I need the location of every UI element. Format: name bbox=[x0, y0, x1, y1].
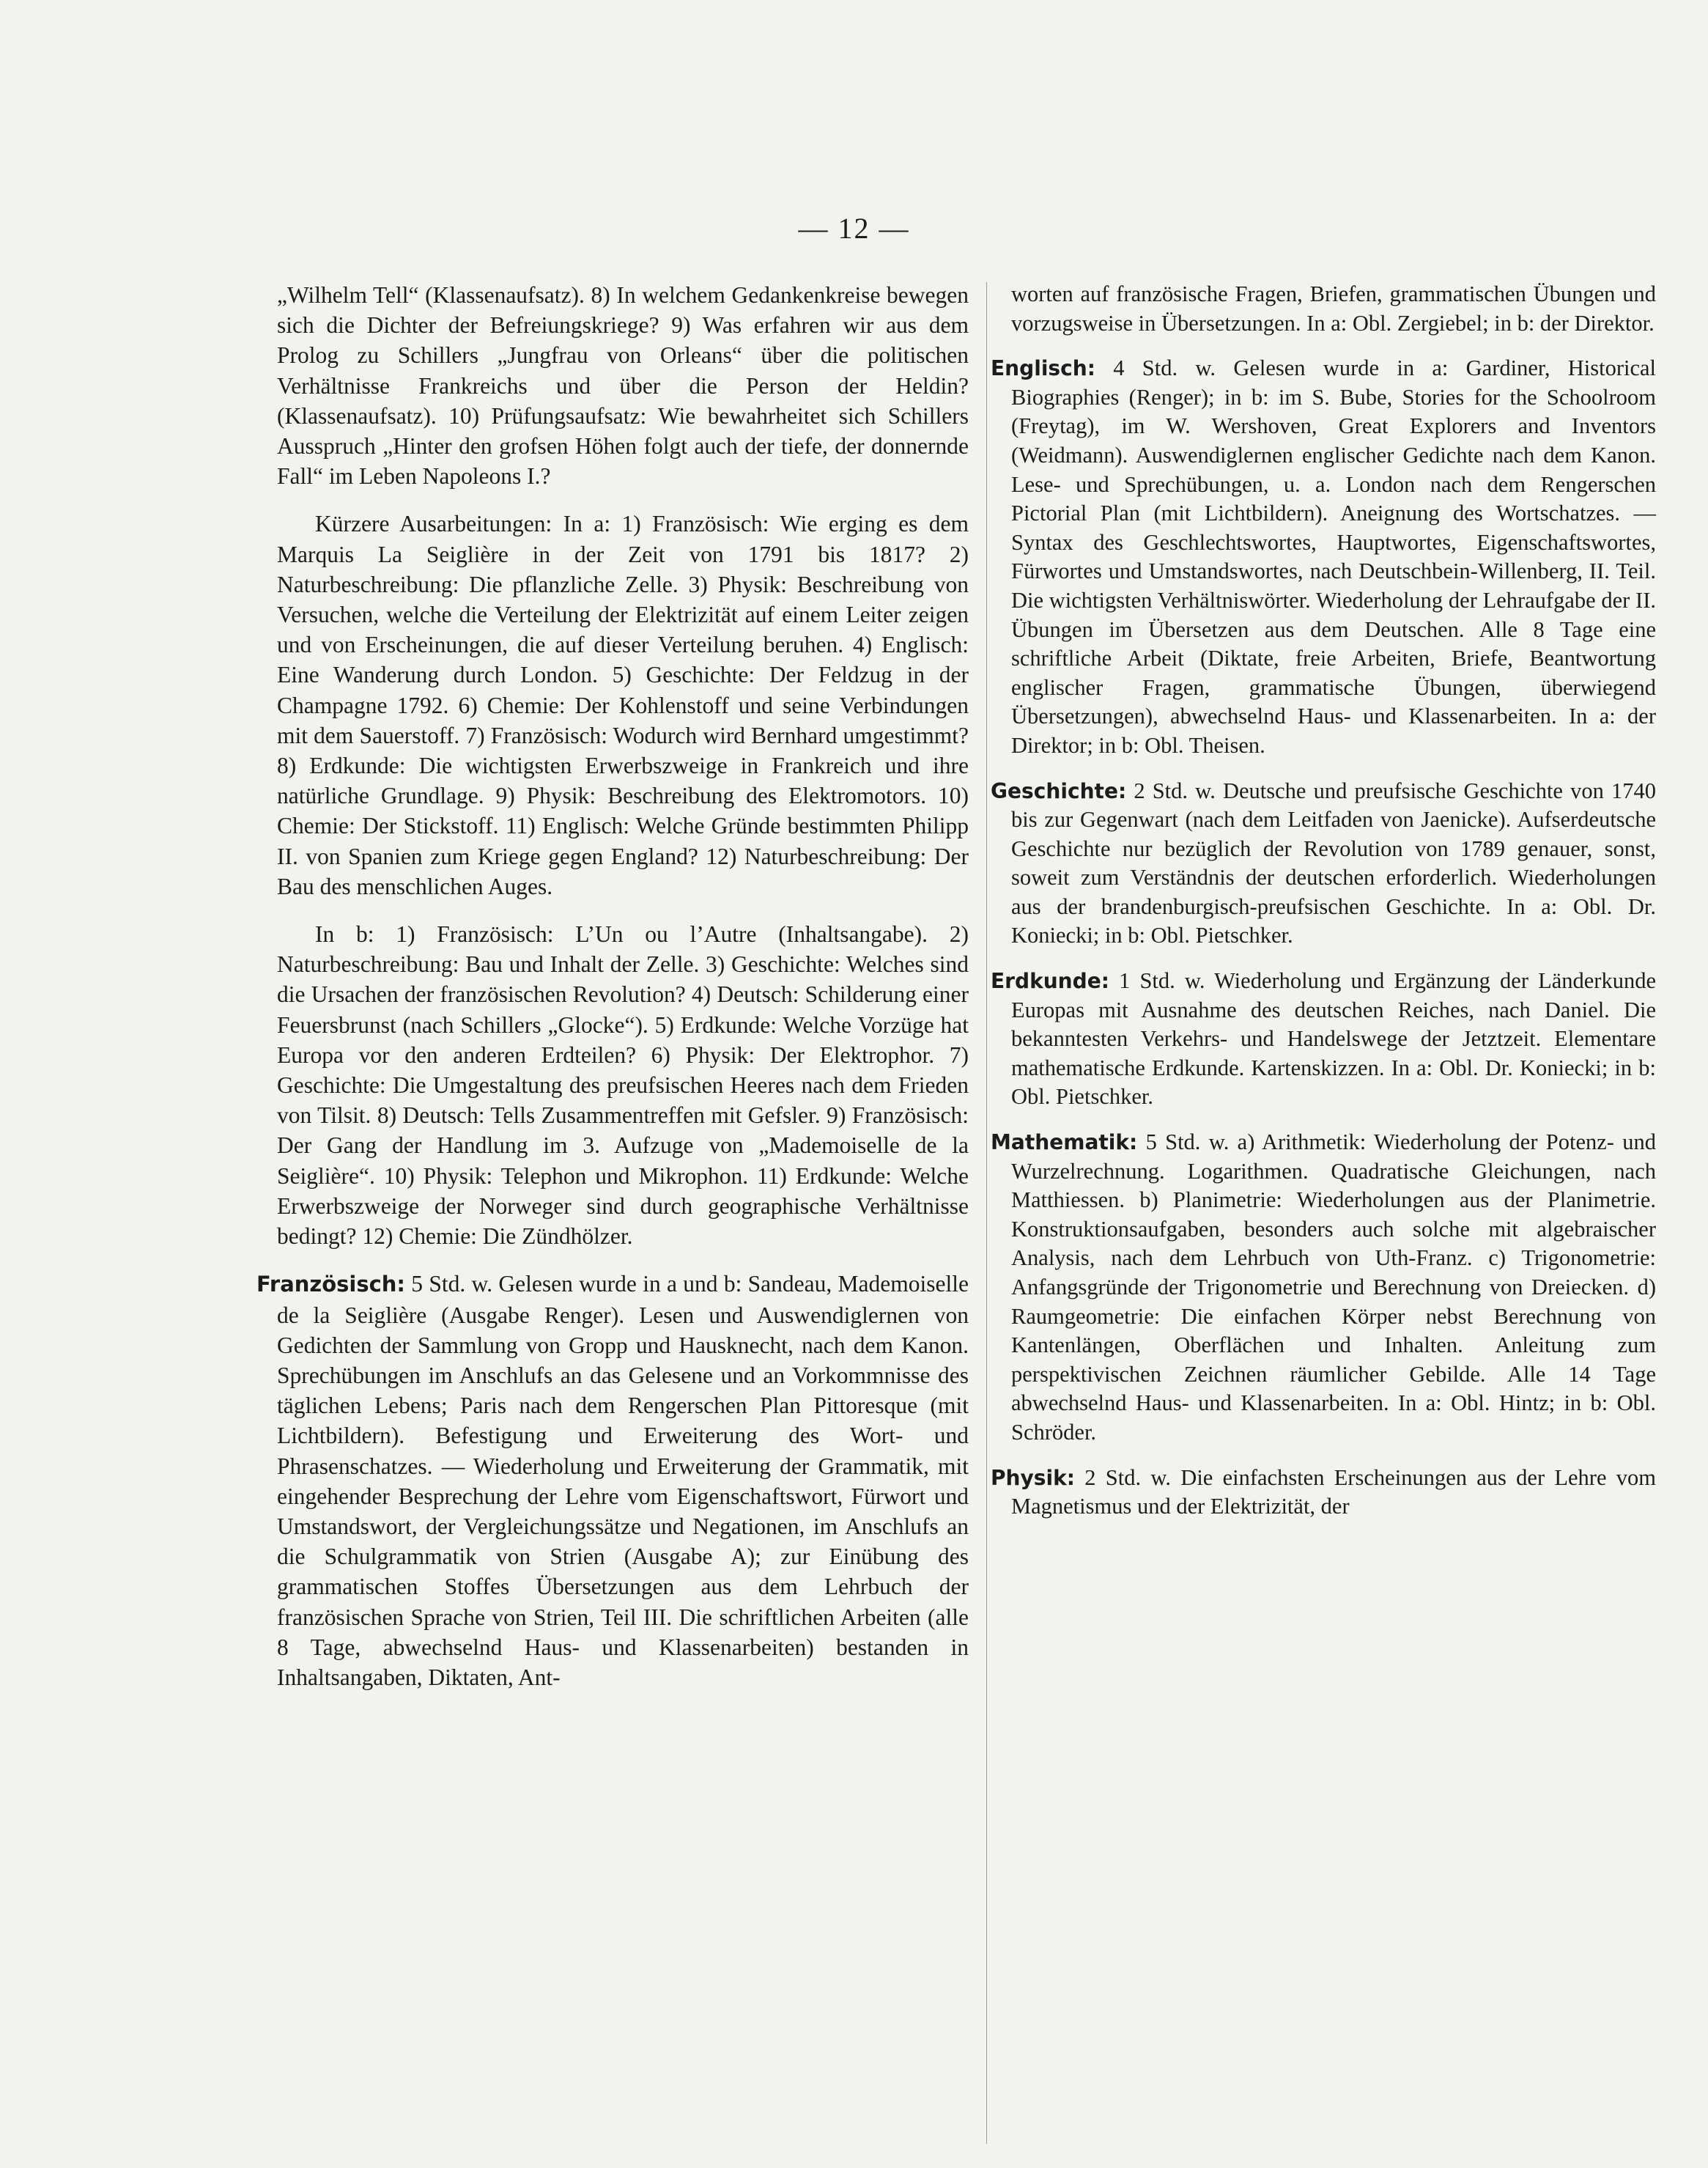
left-paragraph-3 bbox=[277, 919, 969, 1251]
left-column bbox=[256, 280, 969, 1710]
section-text: 2 Std. w. Die einfachsten Erscheinungen aus der Lehre vom Magnetismus und der Elektrizität, der bbox=[1011, 1464, 1656, 1519]
section-heading: Erdkunde: bbox=[991, 969, 1109, 994]
paragraph-text: Kürzere Ausarbeitungen: In a: 1) Französisch: Wie erging es dem Marquis La Seiglière in der Zeit von 1791 bis 1817? 2) Naturbeschreibung: Die pflanzliche Zelle. 3) Physik: Beschreibung von Versuchen, welche die Verteilung der Elektrizität auf einem Leiter zeigen und von Erscheinungen, die auf dieser Verteilung beruhen. 4) Englisch: Eine Wanderung durch London. 5) Geschichte: Der Feldzug in der Champagne 1792. 6) Chemie: Der Kohlenstoff und seine Verbindungen mit dem Sauerstoff. 7) Französisch: Wodurch wird Bernhard umgestimmt? 8) Erdkunde: Die wichtigsten Erwerbszweige in Frankreich und ihre natürliche Grundlage. 9) Physik: Beschreibung des Elektromotors. 10) Chemie: Der Stickstoff. 11) Englisch: Welche Gründe bestimmten Philipp II. von Spanien zum Kriege gegen England? 12) Naturbeschreibung: Der Bau des menschlichen Auges. bbox=[277, 511, 969, 899]
paragraph-text: In b: 1) Französisch: L’Un ou l’Autre (Inhaltsangabe). 2) Naturbeschreibung: Bau und Inhalt der Zelle. 3) Geschichte: Welches sind die Ursachen der französischen Revolution? 4) Deutsch: Schilderung einer Feuersbrunst (nach Schillers „Glocke“). 5) Erdkunde: Welche Vorzüge hat Europa vor den anderen Erdteilen? 6) Physik: Der Elektrophor. 7) Geschichte: Die Umgestaltung des preufsischen Heeres nach dem Frieden von Tilsit. 8) Deutsch: Tells Zusammentreffen mit Gefsler. 9) Französisch: Der Gang der Handlung im 3. Aufzuge von „Mademoiselle de la Seiglière“. 10) Physik: Telephon und Mikrophon. 11) Erdkunde: Welche Erwerbszweige der Norweger sind durch geographische Verhältnisse bedingt? 12) Chemie: Die Zündhölzer. bbox=[277, 921, 969, 1250]
right-column bbox=[991, 280, 1656, 1538]
section-franzoesisch bbox=[256, 1269, 969, 1692]
section-englisch bbox=[991, 354, 1656, 760]
paragraph-text: „Wilhelm Tell“ (Klassenaufsatz). 8) In welchem Gedankenkreise bewegen sich die Dichter der Befreiungskriege? 9) Was erfahren wir aus dem Prolog zu Schillers „Jungfrau von Orleans“ über die politischen Verhältnisse Frankreichs und über die Person der Heldin? (Klassenaufsatz). 10) Prüfungsaufsatz: Wie bewahrheitet sich Schillers Ausspruch „Hinter den grofsen Höhen folgt auch der tiefe, der donnernde Fall“ im Leben Napoleons I.? bbox=[277, 282, 969, 490]
left-paragraph-1 bbox=[277, 280, 969, 491]
section-text: 4 Std. w. Gelesen wurde in a: Gardiner, Historical Biographies (Renger); in b: im S. Bube, Stories for the Schoolroom (Freytag), im W. Wershoven, Great Explorers and Inventors (Weidmann). Auswendiglernen englischer Gedichte nach dem Kanon. Lese- und Sprechübungen, u. a. London nach dem Rengerschen Pictorial Plan (mit Lichtbildern). Aneignung des Wortschatzes. — Syntax des Geschlechtswortes, Hauptwortes, Eigenschaftswortes, Fürwortes und Umstandswortes, nach Deutschbein-Willenberg, II. Teil. Die wichtigsten Verhältniswörter. Wiederholung der Lehraufgabe der II. Übungen im Übersetzen aus dem Deutschen. Alle 8 Tage eine schriftliche Arbeit (Diktate, freie Arbeiten, Briefe, Beantwortung englischer Fragen, grammatische Übungen, überwiegend Übersetzungen), abwechselnd Haus- und Klassenarbeiten. In a: der Direktor; in b: Obl. Theisen. bbox=[1011, 355, 1656, 758]
section-erdkunde bbox=[991, 967, 1656, 1112]
section-heading: Französisch: bbox=[256, 1272, 405, 1297]
section-geschichte bbox=[991, 777, 1656, 951]
section-heading: Mathematik: bbox=[991, 1130, 1138, 1155]
section-mathematik bbox=[991, 1128, 1656, 1448]
section-text: 1 Std. w. Wiederholung und Ergänzung der Länderkunde Europas mit Ausnahme des deutschen Reiches, nach Daniel. Die bekanntesten Verkehrs- und Handelswege der Jetztzeit. Elementare mathematische Erdkunde. Kartenskizzen. In a: Obl. Dr. Koniecki; in b: Obl. Pietschker. bbox=[1011, 968, 1656, 1110]
section-heading: Geschichte: bbox=[991, 778, 1127, 803]
page-number: — 12 — bbox=[798, 212, 910, 245]
section-text: 5 Std. w. Gelesen wurde in a und b: Sandeau, Mademoiselle de la Seiglière (Ausgabe Renger). Lesen und Auswendiglernen von Gedichten der Sammlung von Gropp und Hausknecht, nach dem Kanon. Sprechübungen im Anschlufs an das Gelesene und an Vorkommnisse des täglichen Lebens; Paris nach dem Rengerschen Plan Pittoresque (mit Lichtbildern). Befestigung und Erweiterung des Wort- und Phrasenschatzes. — Wiederholung und Erweiterung der Grammatik, mit eingehender Besprechung der Lehre vom Eigenschaftswort, Fürwort und Umstandswort, der Vergleichungssätze und Negationen, im Anschlufs an die Schulgrammatik von Strien (Ausgabe A); zur Einübung des grammatischen Stoffes Übersetzungen aus dem Lehrbuch der französischen Sprache von Strien, Teil III. Die schriftlichen Arbeiten (alle 8 Tage, abwechselnd Haus- und Klassenarbeiten) bestanden in Inhaltsangaben, Diktaten, Ant- bbox=[277, 1271, 969, 1690]
section-heading: Physik: bbox=[991, 1465, 1075, 1490]
paragraph-text: worten auf französische Fragen, Briefen, grammatischen Übungen und vorzugsweise in Übersetzungen. In a: Obl. Zergiebel; in b: der Direktor. bbox=[1011, 281, 1656, 336]
right-paragraph-1 bbox=[1011, 280, 1656, 338]
section-text: 2 Std. w. Deutsche und preufsische Geschichte von 1740 bis zur Gegenwart (nach dem Leitfaden von Jaenicke). Aufserdeutsche Geschichte nur bezüglich der Revolution von 1789 genauer, sonst, soweit zum Verständnis der deutschen erforderlich. Wiederholungen aus der brandenburgisch-preufsischen Geschichte. In a: Obl. Dr. Koniecki; in b: Obl. Pietschker. bbox=[1011, 778, 1656, 948]
left-paragraph-2 bbox=[277, 509, 969, 902]
section-text: 5 Std. w. a) Arithmetik: Wiederholung der Potenz- und Wurzelrechnung. Logarithmen. Quadratische Gleichungen, nach Matthiessen. b) Planimetrie: Wiederholungen aus der Planimetrie. Konstruktionsaufgaben, besonders auch solche mit algebraischer Analysis, nach dem Lehrbuch von Uth-Franz. c) Trigonometrie: Anfangsgründe der Trigonometrie und Berechnung von Dreiecken. d) Raumgeometrie: Die einfachen Körper nebst Berechnung von Kantenlängen, Oberflächen und Inhalten. Anleitung zum perspektivischen Zeichnen räumlicher Gebilde. Alle 14 Tage abwechselnd Haus- und Klassenarbeiten. In a: Obl. Hintz; in b: Obl. Schröder. bbox=[1011, 1129, 1656, 1445]
section-physik bbox=[991, 1464, 1656, 1522]
column-divider bbox=[986, 282, 987, 2144]
section-heading: Englisch: bbox=[991, 356, 1095, 381]
